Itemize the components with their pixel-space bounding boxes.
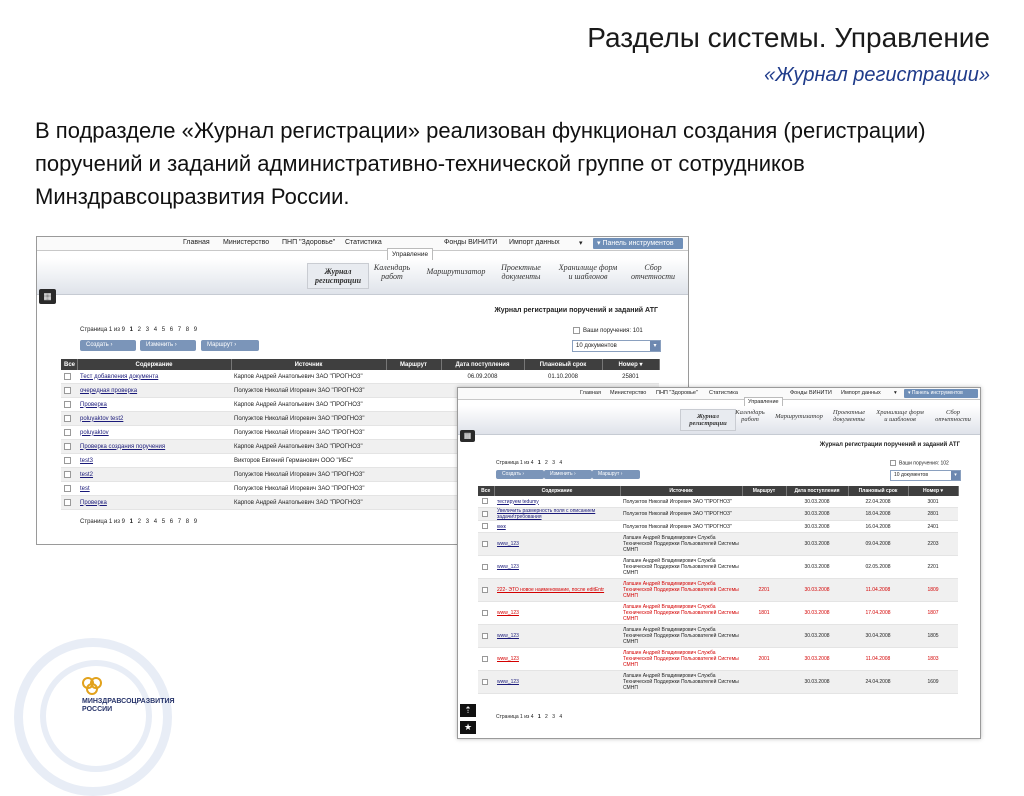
page-link[interactable]: 7 — [177, 519, 182, 525]
cell-route — [742, 533, 786, 556]
create-button[interactable]: Создать › — [496, 470, 544, 479]
cell-content[interactable]: 222- ЭТО новое наименование, после editEntr — [494, 579, 620, 602]
cell-number: 2201 — [908, 556, 958, 579]
table-row[interactable] — [478, 521, 958, 533]
cell-number: 2401 — [908, 521, 958, 533]
ministry-logo-icon — [79, 675, 105, 697]
journal-screenshot-2 — [457, 387, 981, 739]
col-number-label: Номер — [922, 488, 940, 494]
section-projects[interactable]: Проектные документы — [501, 263, 541, 281]
cell-route — [386, 398, 441, 412]
page-link[interactable]: 4 — [559, 714, 563, 720]
section-projects[interactable]: Проектные документы — [832, 409, 866, 423]
cell-route — [386, 370, 441, 384]
nav-item-pnp[interactable]: ПНП "Здоровье" — [656, 390, 698, 396]
cell-source: Полуэктов Николай Игоревич ЗАО "ПРОГНОЗ" — [231, 468, 386, 482]
section-journal[interactable]: Журнал регистрации — [307, 263, 369, 289]
per-page-select[interactable] — [572, 340, 661, 352]
cell-content[interactable]: www_123 — [494, 671, 620, 694]
col-received-date[interactable]: Дата поступления — [441, 359, 524, 370]
row-checkbox[interactable] — [478, 671, 494, 694]
checkbox[interactable] — [482, 523, 488, 529]
row-checkbox[interactable] — [478, 625, 494, 648]
cell-route — [386, 496, 441, 510]
cell-source: Карпов Андрей Анатольевич ЗАО "ПРОГНОЗ" — [231, 398, 386, 412]
your-tasks-counter — [890, 460, 949, 466]
checkbox[interactable] — [482, 541, 488, 547]
nav-item-home[interactable]: Главная — [580, 390, 601, 396]
checkbox[interactable] — [64, 471, 71, 478]
toolbar-panel-button[interactable] — [593, 238, 683, 249]
cell-received-date: 30.03.2008 — [786, 556, 848, 579]
cell-received-date: 30.03.2008 — [786, 648, 848, 671]
cell-source: Лапшин Андрей Владимирович Служба Технической Поддержки Пользователей Системы СМНП — [620, 602, 742, 625]
logo-line-1: МИНЗДРАВСОЦРАЗВИТИЯ — [82, 698, 175, 705]
cell-content[interactable]: Увеличить размерность поля с описанием задачи\требования — [494, 508, 620, 521]
row-checkbox[interactable] — [61, 468, 77, 482]
pager-label: Страница 1 из 9 — [80, 327, 125, 333]
pager-bottom — [80, 519, 197, 525]
slide-title: Разделы системы. Управление — [587, 22, 990, 53]
checkbox[interactable] — [64, 415, 71, 422]
page-link[interactable]: 6 — [169, 327, 174, 333]
pager-top — [496, 460, 562, 466]
ministry-logo-text — [82, 698, 175, 714]
col-number-label: Номер — [618, 362, 638, 368]
page-link[interactable]: 6 — [169, 519, 174, 525]
page-link[interactable]: 5 — [161, 327, 166, 333]
table-row[interactable] — [478, 556, 958, 579]
cell-content[interactable]: www_123 — [494, 602, 620, 625]
journal-title: Журнал регистрации поручений и заданий АТГ — [494, 307, 658, 314]
col-select-all[interactable]: Все — [61, 359, 77, 370]
chevron-down-icon: ▾ — [597, 240, 603, 247]
cell-received-date: 06.09.2008 — [441, 370, 524, 384]
checkbox[interactable] — [64, 457, 71, 464]
row-checkbox[interactable] — [61, 496, 77, 510]
section-journal[interactable]: Журнал регистрации — [680, 409, 736, 431]
page-link[interactable]: 7 — [177, 327, 182, 333]
chevron-down-icon[interactable]: ▾ — [894, 390, 897, 396]
nav-item-ministry[interactable]: Министерство — [223, 239, 270, 246]
nav-item-home[interactable]: Главная — [183, 239, 210, 246]
checkbox[interactable] — [482, 679, 488, 685]
pager-label: Страница 1 из 4 — [496, 460, 534, 466]
table-row[interactable] — [61, 370, 659, 384]
table-row[interactable] — [478, 671, 958, 694]
page-link[interactable]: 9 — [193, 519, 198, 525]
star-icon[interactable]: ★ — [460, 721, 476, 734]
create-label: Создать — [86, 342, 109, 348]
cell-due-date: 01.10.2008 — [524, 370, 602, 384]
cell-content[interactable]: www_123 — [494, 533, 620, 556]
logo-line-2: РОССИИ — [82, 706, 113, 713]
row-checkbox[interactable] — [478, 496, 494, 508]
col-source[interactable]: Источник — [231, 359, 386, 370]
cell-due-date: 16.04.2008 — [848, 521, 908, 533]
route-button[interactable]: Маршрут › — [201, 340, 259, 351]
page-link[interactable]: 8 — [185, 327, 190, 333]
checkbox[interactable] — [482, 656, 488, 662]
table-header-row — [61, 359, 659, 370]
cell-source: Лапшин Андрей Владимирович Служба Технической Поддержки Пользователей Системы СМНП — [620, 671, 742, 694]
cell-due-date: 24.04.2008 — [848, 671, 908, 694]
cell-source: Карпов Андрей Анатольевич ЗАО "ПРОГНОЗ" — [231, 496, 386, 510]
cell-content[interactable]: кккк — [494, 521, 620, 533]
route-label: Маршрут — [207, 342, 233, 348]
section-templates[interactable]: Хранилище форм и шаблонов — [876, 409, 924, 423]
section-router[interactable]: Маршрутизатор — [426, 267, 486, 276]
cell-content[interactable]: тестируем tedumy — [494, 496, 620, 508]
cell-source: Полуэктов Николай Игоревич ЗАО "ПРОГНОЗ" — [231, 482, 386, 496]
page-link[interactable]: 1 — [129, 519, 133, 525]
checkbox[interactable] — [64, 401, 71, 408]
checkbox[interactable] — [482, 633, 488, 639]
col-number[interactable]: Номер ▾ — [602, 359, 659, 370]
cell-content[interactable]: www_123 — [494, 556, 620, 579]
table-row[interactable] — [478, 625, 958, 648]
page-link[interactable]: 4 — [153, 519, 158, 525]
toolbar-panel-label: Панель инструментов — [911, 390, 963, 396]
checkbox[interactable] — [64, 387, 71, 394]
row-checkbox[interactable] — [478, 521, 494, 533]
col-content[interactable]: Содержание — [494, 486, 620, 496]
table-row[interactable] — [478, 579, 958, 602]
chevron-down-icon[interactable]: ▾ — [579, 240, 583, 247]
page-link[interactable]: 2 — [137, 519, 142, 525]
cell-received-date: 30.03.2008 — [786, 496, 848, 508]
cell-route — [742, 508, 786, 521]
page-link[interactable]: 5 — [161, 519, 166, 525]
chevron-down-icon: ▾ — [650, 341, 660, 351]
row-checkbox[interactable] — [478, 556, 494, 579]
col-received-date[interactable]: Дата поступления — [786, 486, 848, 496]
cell-content[interactable]: test2 — [77, 468, 231, 482]
cell-route — [742, 521, 786, 533]
cell-content[interactable]: Тест добавления документа — [77, 370, 231, 384]
nav-item-management[interactable]: Управление — [387, 248, 433, 260]
page-link[interactable]: 3 — [552, 714, 555, 720]
page-link[interactable]: 8 — [185, 519, 190, 525]
upload-icon[interactable]: ⇡ — [460, 704, 476, 717]
cell-content[interactable]: очередная проверка — [77, 384, 231, 398]
cell-route: 1801 — [742, 602, 786, 625]
cell-number: 1609 — [908, 671, 958, 694]
cell-route: 2001 — [742, 648, 786, 671]
top-navigation — [458, 388, 980, 400]
section-calendar[interactable]: Календарь работ — [373, 263, 411, 281]
route-button[interactable]: Маршрут › — [592, 470, 640, 479]
row-checkbox[interactable] — [61, 454, 77, 468]
cell-due-date: 11.04.2008 — [848, 648, 908, 671]
cell-number: 2203 — [908, 533, 958, 556]
cell-source: Полуэктов Николай Игоревич ЗАО "ПРОГНОЗ" — [231, 426, 386, 440]
cell-content[interactable]: poluyaktov test2 — [77, 412, 231, 426]
cell-source: Полуэктов Николай Игоревич ЗАО "ПРОГНОЗ" — [620, 508, 742, 521]
cell-route — [742, 625, 786, 648]
cell-due-date: 18.04.2008 — [848, 508, 908, 521]
checkbox[interactable] — [64, 485, 71, 492]
nav-item-statistics[interactable]: Статистика — [709, 390, 738, 396]
table-row[interactable] — [478, 496, 958, 508]
row-checkbox[interactable] — [61, 412, 77, 426]
page-link[interactable]: 3 — [145, 519, 150, 525]
chevron-down-icon: ▾ — [951, 471, 960, 480]
chevron-down-icon: ▾ — [908, 390, 912, 396]
per-page-value: 10 документов — [576, 343, 617, 349]
nav-item-import[interactable]: Импорт данных — [509, 239, 560, 246]
col-due-date[interactable]: Плановый срок — [524, 359, 602, 370]
pager-label: Страница 1 из 9 — [80, 519, 125, 525]
page-link[interactable]: 1 — [537, 714, 541, 720]
page-link[interactable]: 2 — [137, 327, 142, 333]
cell-source: Полуэктов Николай Игоревич ЗАО "ПРОГНОЗ" — [620, 496, 742, 508]
section-reports[interactable]: Сбор отчетности — [935, 409, 971, 423]
table-row[interactable] — [478, 533, 958, 556]
row-checkbox[interactable] — [61, 398, 77, 412]
edit-label: Изменить — [146, 342, 174, 348]
row-checkbox[interactable] — [61, 370, 77, 384]
checkbox[interactable] — [482, 564, 488, 570]
row-checkbox[interactable] — [478, 602, 494, 625]
section-bar — [37, 258, 688, 295]
checkbox[interactable] — [64, 443, 71, 450]
your-tasks-checkbox[interactable] — [573, 327, 580, 334]
cell-source: Лапшин Андрей Владимирович Служба Технической Поддержки Пользователей Системы СМНП — [620, 556, 742, 579]
page-link[interactable]: 4 — [559, 460, 563, 466]
page-link[interactable]: 3 — [552, 460, 555, 466]
section-calendar[interactable]: Календарь работ — [735, 409, 765, 423]
col-select-all[interactable]: Все — [478, 486, 494, 496]
cell-number: 1807 — [908, 602, 958, 625]
your-tasks-checkbox[interactable] — [890, 460, 896, 466]
page-link[interactable]: 1 — [129, 327, 133, 333]
cell-received-date: 30.03.2008 — [786, 625, 848, 648]
cell-source: Полуэктов Николай Игоревич ЗАО "ПРОГНОЗ" — [620, 521, 742, 533]
your-tasks-counter — [573, 327, 643, 334]
cell-received-date: 30.03.2008 — [786, 602, 848, 625]
cell-route — [386, 468, 441, 482]
table-row[interactable] — [478, 602, 958, 625]
page-link[interactable]: 3 — [145, 327, 150, 333]
journal-table — [478, 486, 959, 694]
row-checkbox[interactable] — [61, 440, 77, 454]
cell-number: 2801 — [908, 508, 958, 521]
your-tasks-label: Ваши поручения: 102 — [899, 460, 949, 467]
row-checkbox[interactable] — [478, 533, 494, 556]
cell-source: Карпов Андрей Анатольевич ЗАО "ПРОГНОЗ" — [231, 440, 386, 454]
col-number[interactable]: Номер ▾ — [908, 486, 958, 496]
cell-source: Лапшин Андрей Владимирович Служба Технической Поддержки Пользователей Системы СМНП — [620, 625, 742, 648]
col-route[interactable]: Маршрут — [742, 486, 786, 496]
cell-route — [386, 482, 441, 496]
toolbar-panel-label: Панель инструментов — [602, 240, 674, 247]
section-router[interactable]: Маршрутизатор — [775, 413, 823, 420]
route-label: Маршрут — [598, 471, 620, 477]
per-page-value: 10 документов — [894, 472, 928, 478]
cell-number: 3001 — [908, 496, 958, 508]
cell-route — [386, 426, 441, 440]
cell-number: 1805 — [908, 625, 958, 648]
nav-item-pnp[interactable]: ПНП "Здоровье" — [282, 239, 336, 246]
your-tasks-label: Ваши поручения: 101 — [583, 328, 643, 335]
cell-received-date: 30.03.2008 — [786, 533, 848, 556]
page-link[interactable]: 1 — [537, 460, 541, 466]
pager-bottom — [496, 714, 562, 720]
section-bar — [458, 406, 980, 435]
cell-due-date: 30.04.2008 — [848, 625, 908, 648]
cell-route — [742, 556, 786, 579]
cell-route — [742, 671, 786, 694]
grid-icon[interactable]: ▦ — [460, 430, 475, 442]
cell-due-date: 22.04.2008 — [848, 496, 908, 508]
checkbox[interactable] — [482, 587, 488, 593]
cell-number: 25801 — [602, 370, 659, 384]
cell-content[interactable]: Проверка создания поручения — [77, 440, 231, 454]
cell-source: Карпов Андрей Анатольевич ЗАО "ПРОГНОЗ" — [231, 370, 386, 384]
cell-received-date: 30.03.2008 — [786, 521, 848, 533]
cell-number: 1809 — [908, 579, 958, 602]
cell-route — [742, 496, 786, 508]
edit-button[interactable]: Изменить › — [544, 470, 592, 479]
checkbox[interactable] — [482, 498, 488, 504]
cell-source: Лапшин Андрей Владимирович Служба Технической Поддержки Пользователей Системы СМНП — [620, 579, 742, 602]
cell-source: Лапшин Андрей Владимирович Служба Технической Поддержки Пользователей Системы СМНП — [620, 648, 742, 671]
cell-content[interactable]: test3 — [77, 454, 231, 468]
create-button[interactable]: Создать › — [80, 340, 136, 351]
checkbox[interactable] — [64, 429, 71, 436]
row-checkbox[interactable] — [61, 482, 77, 496]
cell-received-date: 30.03.2008 — [786, 508, 848, 521]
page-link[interactable]: 2 — [545, 460, 548, 466]
pager-label: Страница 1 из 4 — [496, 714, 534, 720]
top-navigation — [37, 237, 688, 251]
page-link[interactable]: 4 — [153, 327, 158, 333]
row-checkbox[interactable] — [478, 648, 494, 671]
cell-source: Лапшин Андрей Владимирович Служба Технической Поддержки Пользователей Системы СМНП — [620, 533, 742, 556]
row-checkbox[interactable] — [478, 579, 494, 602]
cell-route — [386, 412, 441, 426]
nav-item-management[interactable]: Управление — [744, 397, 783, 406]
table-header-row — [478, 486, 958, 496]
edit-label: Изменить — [550, 471, 573, 477]
table-row[interactable] — [478, 648, 958, 671]
cell-due-date: 09.04.2008 — [848, 533, 908, 556]
section-reports[interactable]: Сбор отчетности — [630, 263, 676, 281]
slide-body-text: В подразделе «Журнал регистрации» реализован функционал создания (регистрации) поручений и заданий административно-технической группе от сотрудников Минздравсоцразвития России. — [35, 118, 926, 209]
col-content[interactable]: Содержание — [77, 359, 231, 370]
toolbar-panel-button[interactable] — [904, 389, 978, 398]
pager-top — [80, 327, 197, 333]
per-page-select[interactable] — [890, 470, 961, 481]
nav-item-vinity[interactable]: Фонды ВИНИТИ — [790, 390, 832, 396]
cell-source: Полуэктов Николай Игоревич ЗАО "ПРОГНОЗ" — [231, 412, 386, 426]
row-checkbox[interactable] — [478, 508, 494, 521]
cell-route — [386, 440, 441, 454]
cell-route — [386, 454, 441, 468]
table-row[interactable] — [478, 508, 958, 521]
grid-icon[interactable]: ▦ — [39, 289, 56, 304]
journal-title: Журнал регистрации поручений и заданий АТГ — [819, 442, 960, 448]
section-templates[interactable]: Хранилище форм и шаблонов — [558, 263, 618, 281]
nav-item-vinity[interactable]: Фонды ВИНИТИ — [444, 239, 498, 246]
cell-received-date: 30.03.2008 — [786, 671, 848, 694]
create-label: Создать — [502, 471, 522, 477]
col-due-date[interactable]: Плановый срок — [848, 486, 908, 496]
checkbox[interactable] — [482, 610, 488, 616]
col-source[interactable]: Источник — [620, 486, 742, 496]
page-link[interactable]: 9 — [193, 327, 198, 333]
checkbox[interactable] — [482, 511, 488, 517]
cell-content[interactable]: poluyaktov — [77, 426, 231, 440]
cell-content[interactable]: Проверка — [77, 398, 231, 412]
row-checkbox[interactable] — [61, 384, 77, 398]
cell-source: Викторов Евгений Германович ООО "ИБС" — [231, 454, 386, 468]
cell-due-date: 02.05.2008 — [848, 556, 908, 579]
nav-item-import[interactable]: Импорт данных — [841, 390, 881, 396]
edit-button[interactable]: Изменить › — [140, 340, 196, 351]
row-checkbox[interactable] — [61, 426, 77, 440]
cell-source: Полуэктов Николай Игоревич ЗАО "ПРОГНОЗ" — [231, 384, 386, 398]
checkbox[interactable] — [64, 499, 71, 506]
col-route[interactable]: Маршрут — [386, 359, 441, 370]
nav-item-statistics[interactable]: Статистика — [345, 239, 382, 246]
checkbox[interactable] — [64, 373, 71, 380]
cell-content[interactable]: www_123 — [494, 648, 620, 671]
cell-route — [386, 384, 441, 398]
page-link[interactable]: 2 — [545, 714, 548, 720]
nav-item-ministry[interactable]: Министерство — [610, 390, 647, 396]
slide-subtitle: «Журнал регистрации» — [764, 64, 990, 86]
cell-content[interactable]: www_123 — [494, 625, 620, 648]
cell-due-date: 11.04.2008 — [848, 579, 908, 602]
cell-route: 2201 — [742, 579, 786, 602]
cell-number: 1803 — [908, 648, 958, 671]
cell-content[interactable]: test — [77, 482, 231, 496]
cell-content[interactable]: Проверка — [77, 496, 231, 510]
cell-received-date: 30.03.2008 — [786, 579, 848, 602]
cell-due-date: 17.04.2008 — [848, 602, 908, 625]
